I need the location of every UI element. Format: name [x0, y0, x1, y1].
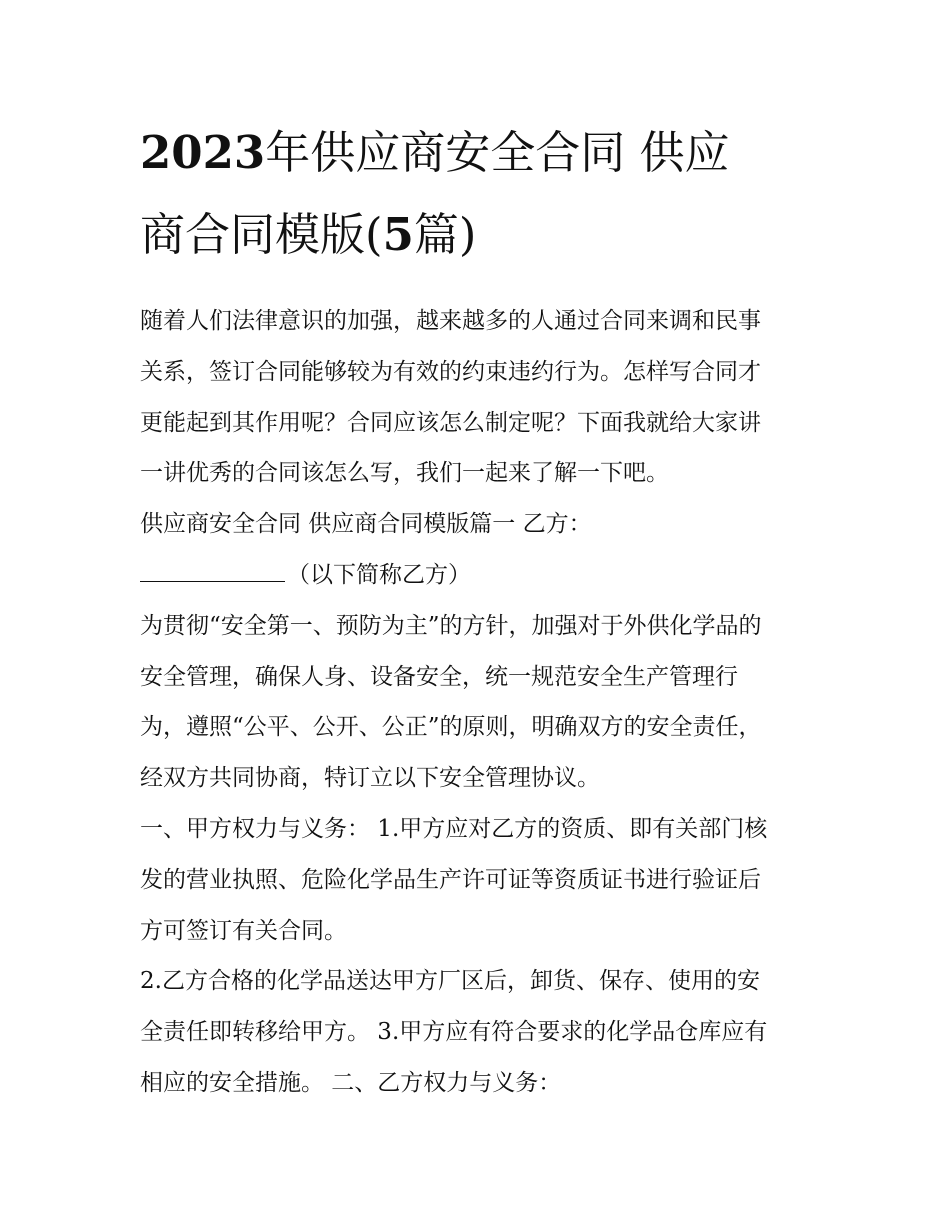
title-line-1-text: 年供应商安全合同 供应: [265, 126, 730, 179]
body-line: 全责任即转移给甲方。 3.甲方应有符合要求的化学品仓库应有: [140, 1019, 768, 1046]
body-line: 经双方共同协商，特订立以下安全管理协议。: [140, 765, 600, 792]
title-line-2-end: 篇): [413, 208, 477, 261]
body-line: 发的营业执照、危险化学品生产许可证等资质证书进行验证后: [140, 866, 761, 893]
section-heading: 供应商安全合同 供应商合同模版篇一 乙方：: [140, 511, 592, 538]
title-line-2-text: 商合同模版(: [140, 208, 383, 261]
body-line: 更能起到其作用呢？合同应该怎么制定呢？下面我就给大家讲: [140, 409, 761, 436]
document-page: [140, 112, 820, 1109]
title-year: 2023: [140, 126, 266, 179]
document-title: [140, 112, 820, 276]
party-b-line: [140, 550, 820, 601]
title-line-1: [140, 112, 820, 194]
body-line: 一、甲方权力与义务： 1.甲方应对乙方的资质、即有关部门核: [140, 815, 768, 842]
title-count: 5: [382, 208, 414, 261]
body-line: 2.乙方合格的化学品送达甲方厂区后，卸货、保存、使用的安: [140, 968, 760, 995]
body-line: 随着人们法律意识的加强，越来越多的人通过合同来调和民事: [140, 308, 761, 334]
body-line: 为贯彻“安全第一、预防为主”的方针，加强对于外供化学品的: [140, 612, 762, 639]
fill-in-blank: [140, 554, 285, 582]
title-line-2: [140, 194, 820, 276]
body-line: 方可签订有关合同。: [140, 917, 347, 944]
body-line: 关系，签订合同能够较为有效的约束违约行为。怎样写合同才: [140, 358, 761, 385]
body-line: 为，遵照“公平、公开、公正”的原则，明确双方的安全责任，: [140, 714, 762, 741]
body-line: 安全管理，确保人身、设备安全，统一规范安全生产管理行: [140, 663, 738, 690]
party-b-alias: （以下简称乙方）: [287, 561, 471, 588]
document-body: [140, 296, 820, 1109]
body-line: 一讲优秀的合同该怎么写，我们一起来了解一下吧。: [140, 460, 669, 487]
body-line: 相应的安全措施。 二、乙方权力与义务：: [140, 1069, 562, 1096]
